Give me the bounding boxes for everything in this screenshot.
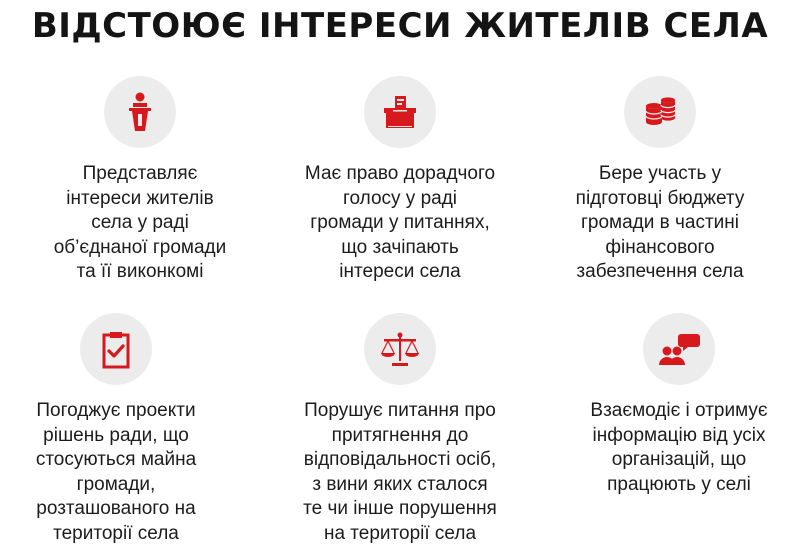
feature-card-budget [530, 76, 790, 285]
clipboard-check-icon [94, 327, 138, 371]
scales-icon [378, 327, 422, 371]
feature-description: Має право дорадчого голосу у раді громади у питаннях, що зачіпають інтереси села [304, 163, 496, 282]
feature-description: Погоджує проекти рішень ради, що стосуються майна громади, розташованого на території села [35, 400, 197, 544]
feature-description: Бере участь у підготовці бюджету громади в частині фінансового забезпечення села [575, 163, 745, 282]
feature-card-interacts [549, 313, 800, 497]
icon-badge [624, 76, 696, 148]
page-title: ВІДСТОЮЄ ІНТЕРЕСИ ЖИТЕЛІВ СЕЛА [31, 6, 769, 46]
speaker-podium-icon [118, 90, 162, 134]
feature-card-responsibility [270, 313, 530, 546]
people-talking-icon [657, 327, 701, 371]
feature-card-approves-projects [0, 313, 246, 546]
feature-card-advisory-vote [270, 76, 530, 285]
icon-badge [104, 76, 176, 148]
feature-card-represents [10, 76, 270, 285]
icon-badge [364, 313, 436, 385]
feature-description: Представляє інтереси жителів села у раді об’єднаної громади та її виконкомі [53, 163, 227, 282]
feature-description: Порушує питання про притягнення до відповідальності осіб, з вини яких сталося те чи інше порушення на території села [303, 400, 497, 544]
icon-badge [643, 313, 715, 385]
icon-badge [364, 76, 436, 148]
ballot-box-icon [378, 90, 422, 134]
feature-description: Взаємодіє і отримує інформацію від усіх організацій, що працюють у селі [590, 400, 768, 495]
icon-badge [80, 313, 152, 385]
coin-stack-icon [638, 90, 682, 134]
